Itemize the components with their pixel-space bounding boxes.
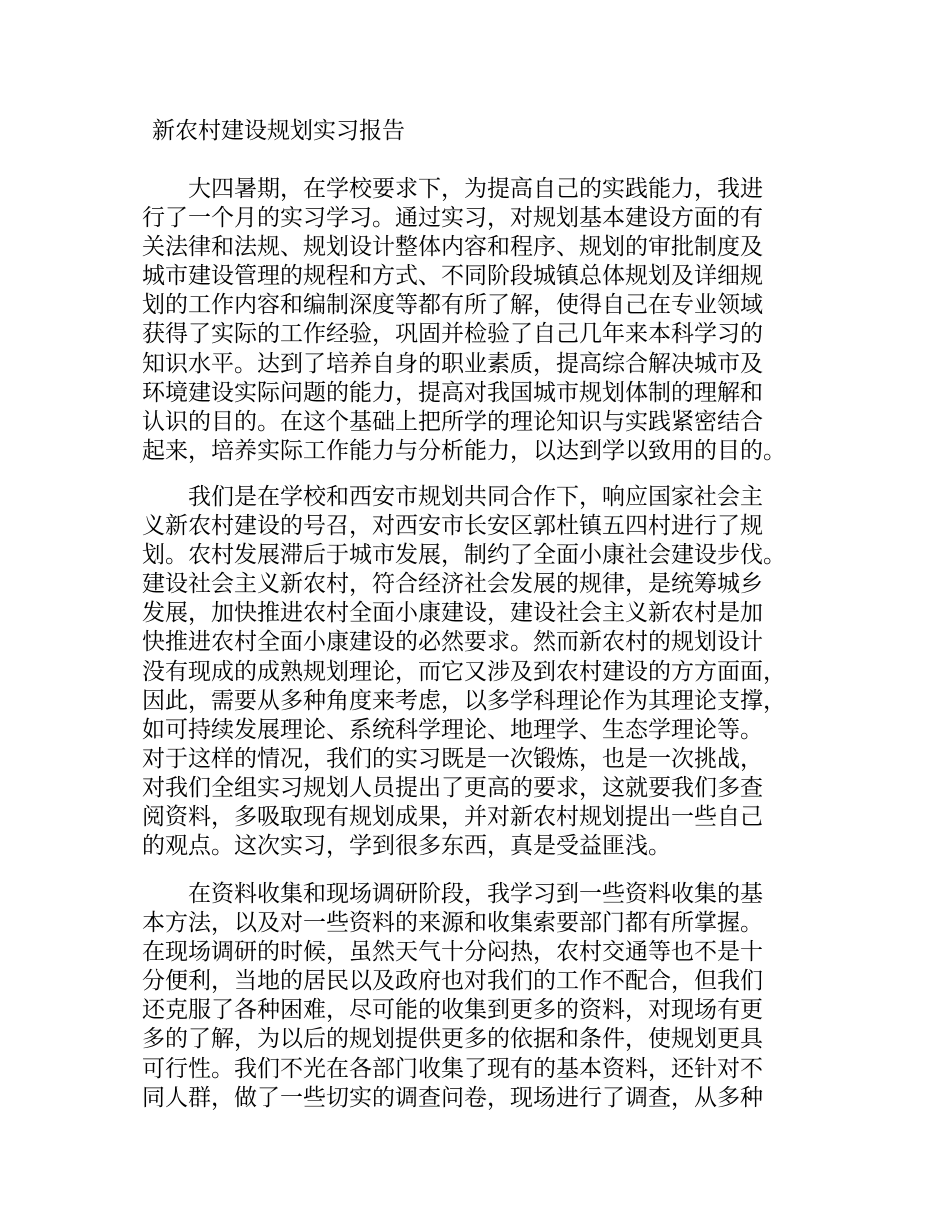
paragraph-line: 的观点。这次实习，学到很多东西，真是受益匪浅。 [142, 833, 671, 860]
paragraph-line: 阅资料，多吸取现有规划成果，并对新农村规划提出一些自己 [142, 804, 763, 831]
paragraph-line: 还克服了各种困难，尽可能的收集到更多的资料，对现场有更 [142, 997, 763, 1024]
paragraph-line: 城市建设管理的规程和方式、不同阶段城镇总体规划及详细规 [142, 263, 763, 290]
paragraph-line: 因此，需要从多种角度来考虑，以多学科理论作为其理论支撑， [142, 687, 786, 714]
paragraph-line: 可行性。我们不光在各部门收集了现有的基本资料，还针对不 [142, 1055, 763, 1082]
paragraph-line: 划。农村发展滞后于城市发展，制约了全面小康社会建设步伐。 [142, 542, 786, 569]
paragraph-line: 大四暑期，在学校要求下，为提高自己的实践能力，我进 [142, 176, 763, 202]
paragraph-line: 本方法，以及对一些资料的来源和收集索要部门都有所掌握。 [142, 910, 763, 937]
paragraph-line: 我们是在学校和西安市规划共同合作下，响应国家社会主 [142, 484, 763, 510]
paragraph-line: 多的了解，为以后的规划提供更多的依据和条件，使规划更具 [142, 1026, 763, 1053]
paragraph-1 [142, 175, 832, 466]
paragraph-line: 在资料收集和现场调研阶段，我学习到一些资料收集的基 [142, 881, 763, 907]
paragraph-line: 环境建设实际问题的能力，提高对我国城市规划体制的理解和 [142, 379, 763, 406]
paragraph-line: 在现场调研的时候，虽然天气十分闷热，农村交通等也不是十 [142, 939, 763, 966]
paragraph-line: 知识水平。达到了培养自身的职业素质，提高综合解决城市及 [142, 350, 763, 377]
paragraph-line: 起来，培养实际工作能力与分析能力，以达到学以致用的目的。 [142, 437, 786, 464]
paragraph-line: 快推进农村全面小康建设的必然要求。然而新农村的规划设计 [142, 629, 763, 656]
paragraph-line: 义新农村建设的号召，对西安市长安区郭杜镇五四村进行了规 [142, 513, 763, 540]
paragraph-line: 没有现成的成熟规划理论，而它又涉及到农村建设的方方面面， [142, 658, 786, 685]
paragraph-line: 关法律和法规、规划设计整体内容和程序、规划的审批制度及 [142, 234, 763, 261]
paragraph-line: 建设社会主义新农村，符合经济社会发展的规律，是统筹城乡 [142, 571, 763, 598]
paragraph-line: 对我们全组实习规划人员提出了更高的要求，这就要我们多查 [142, 774, 763, 801]
paragraph-line: 划的工作内容和编制深度等都有所了解，使得自己在专业领域 [142, 292, 763, 319]
paragraph-line: 对于这样的情况，我们的实习既是一次锻炼，也是一次挑战， [142, 745, 763, 772]
paragraph-line: 分便利，当地的居民以及政府也对我们的工作不配合，但我们 [142, 968, 763, 995]
paragraph-line: 如可持续发展理论、系统科学理论、地理学、生态学理论等。 [142, 716, 763, 743]
paragraph-line: 发展，加快推进农村全面小康建设，建设社会主义新农村是加 [142, 600, 763, 627]
paragraph-line: 行了一个月的实习学习。通过实习，对规划基本建设方面的有 [142, 205, 763, 232]
paragraph-line: 获得了实际的工作经验，巩固并检验了自己几年来本科学习的 [142, 321, 763, 348]
paragraph-2 [142, 483, 832, 861]
paragraph-line: 认识的目的。在这个基础上把所学的理论知识与实践紧密结合 [142, 408, 763, 435]
document-title: 新农村建设规划实习报告 [152, 118, 405, 144]
paragraph-3 [142, 880, 832, 1113]
paragraph-line: 同人群，做了一些切实的调查问卷，现场进行了调查，从多种 [142, 1084, 763, 1111]
